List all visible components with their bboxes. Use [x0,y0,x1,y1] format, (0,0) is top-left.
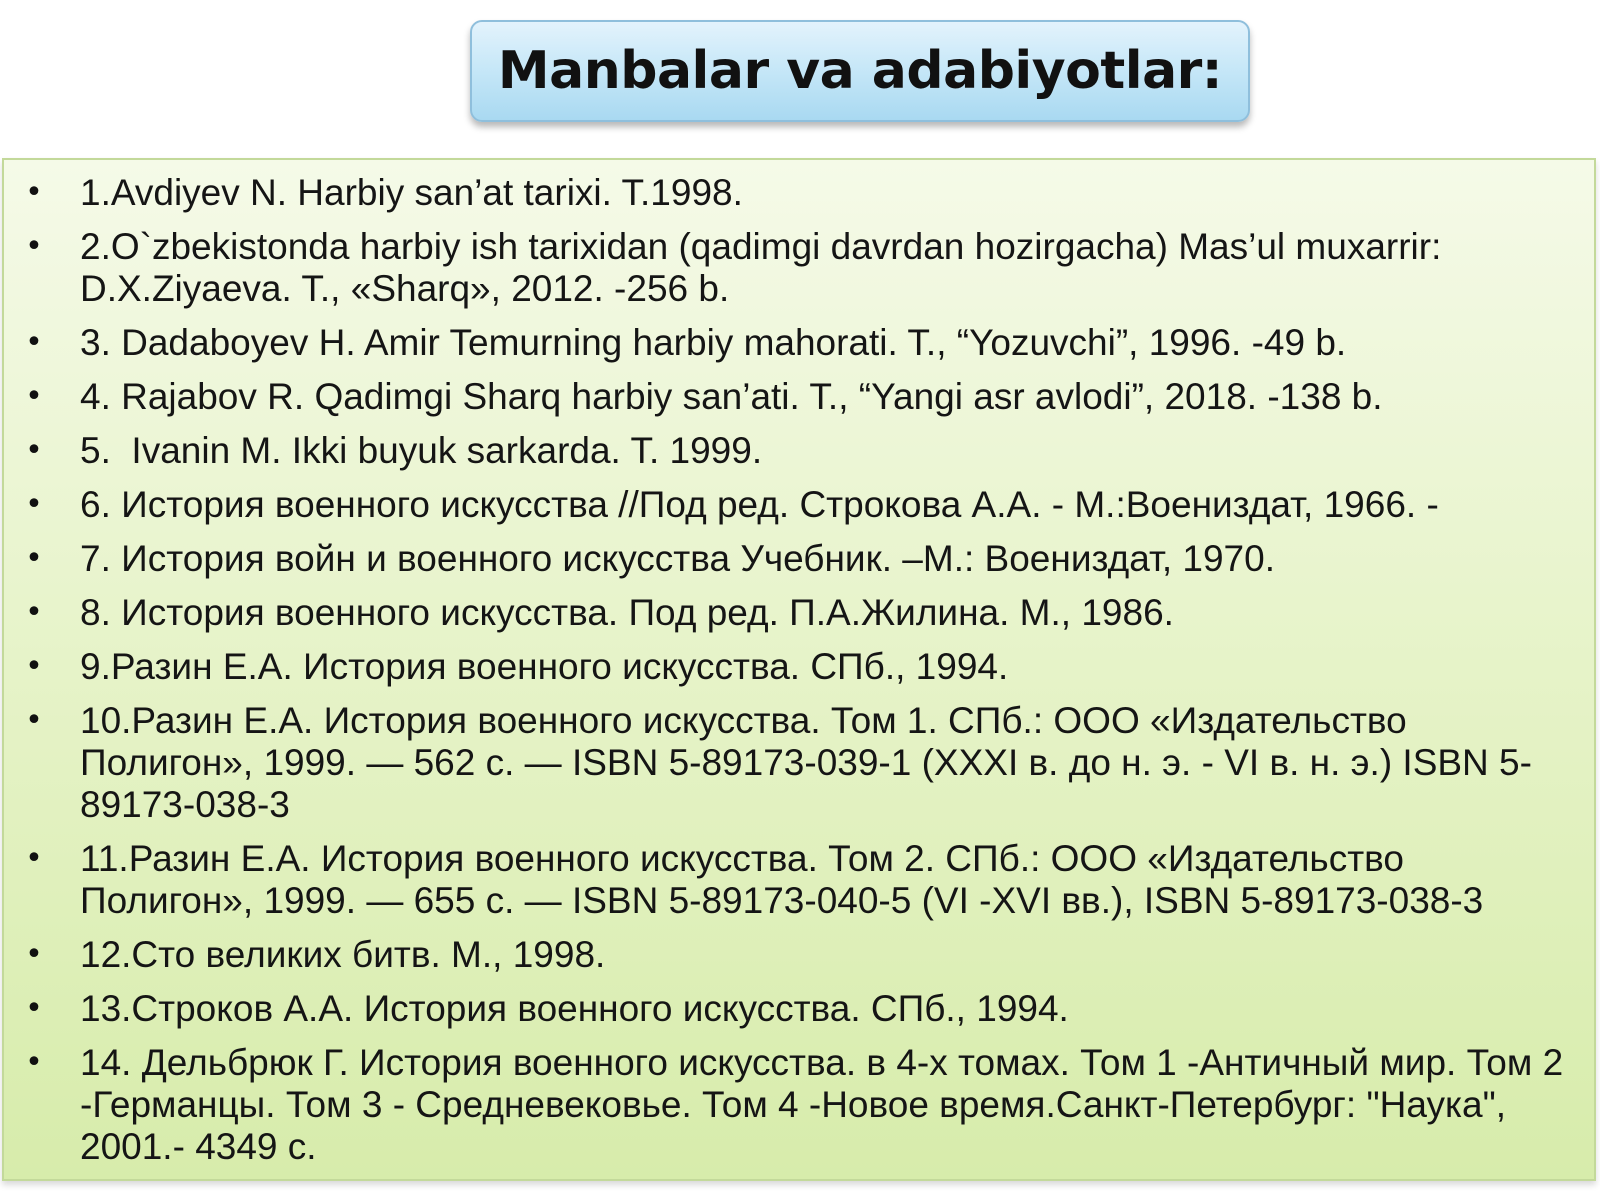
reference-text: 3. Dadaboyev H. Amir Temurning harbiy mahorati. T., “Yozuvchi”, 1996. -49 b. [80,322,1347,363]
list-item [4,700,1576,826]
bullet-icon: • [25,937,43,972]
list-item [4,1042,1576,1168]
list-item [4,322,1576,364]
bullet-icon: • [25,379,43,414]
reference-text: 11.Разин Е.А. История военного искусства. Том 2. СПб.: ООО «Издательство Полигон», 1999. — 655 с. — ISBN 5-89173-040-5 (VI -XVI вв.), ISBN 5-89173-038-3 [80,838,1484,921]
reference-text: 5. Ivanin M. Ikki buyuk sarkarda. T. 1999. [80,430,763,471]
bullet-icon: • [25,229,43,264]
reference-text: 14. Дельбрюк Г. История военного искусства. в 4-х томах. Том 1 -Античный мир. Том 2 -Германцы. Том 3 - Средневековье. Том 4 -Новое время.Санкт-Петербург: "Наука", 2001.- 4349 с. [80,1042,1574,1167]
reference-text: 8. История военного искусства. Под ред. П.А.Жилина. М., 1986. [80,592,1174,633]
reference-text: 4. Rajabov R. Qadimgi Sharq harbiy san’ati. T., “Yangi asr avlodi”, 2018. -138 b. [80,376,1383,417]
bullet-icon: • [25,487,43,522]
list-item [4,172,1576,214]
list-item [4,646,1576,688]
bullet-icon: • [25,175,43,210]
bullet-icon: • [25,433,43,468]
list-item [4,484,1576,526]
reference-text: 6. История военного искусства //Под ред. Строкова А.А. - М.:Воениздат, 1966. - [80,484,1439,525]
list-item [4,592,1576,634]
reference-text: 13.Строков А.А. История военного искусства. СПб., 1994. [80,988,1069,1029]
reference-text: 7. История войн и военного искусства Учебник. –М.: Воениздат, 1970. [80,538,1275,579]
list-item [4,376,1576,418]
bullet-icon: • [25,649,43,684]
list-item [4,934,1576,976]
references-panel [2,158,1596,1181]
reference-text: 10.Разин Е.А. История военного искусства. Том 1. СПб.: ООО «Издательство Полигон», 1999. — 562 с. — ISBN 5-89173-039-1 (XXXI в. до н. э. - VI в. н. э.) ISBN 5-89173-038-3 [80,700,1532,825]
title-box [470,20,1250,122]
reference-text: 2.O`zbekistonda harbiy ish tarixidan (qadimgi davrdan hozirgacha) Mas’ul muxarrir: D.X.Ziyaeva. T., «Sharq», 2012. -256 b. [80,226,1452,309]
list-item [4,226,1576,310]
list-item [4,430,1576,472]
bullet-icon: • [25,703,43,738]
bullet-icon: • [25,595,43,630]
list-item [4,538,1576,580]
page-title: Manbalar va adabiyotlar: [497,41,1223,101]
bullet-icon: • [25,541,43,576]
bullet-icon: • [25,325,43,360]
reference-text: 12.Сто великих битв. М., 1998. [80,934,606,975]
list-item [4,838,1576,922]
bullet-icon: • [25,1045,43,1080]
references-list [4,160,1594,1168]
reference-text: 1.Avdiyev N. Harbiy san’at tarixi. T.1998. [80,172,743,213]
bullet-icon: • [25,841,43,876]
bullet-icon: • [25,991,43,1026]
list-item [4,988,1576,1030]
reference-text: 9.Разин Е.А. История военного искусства. СПб., 1994. [80,646,1009,687]
